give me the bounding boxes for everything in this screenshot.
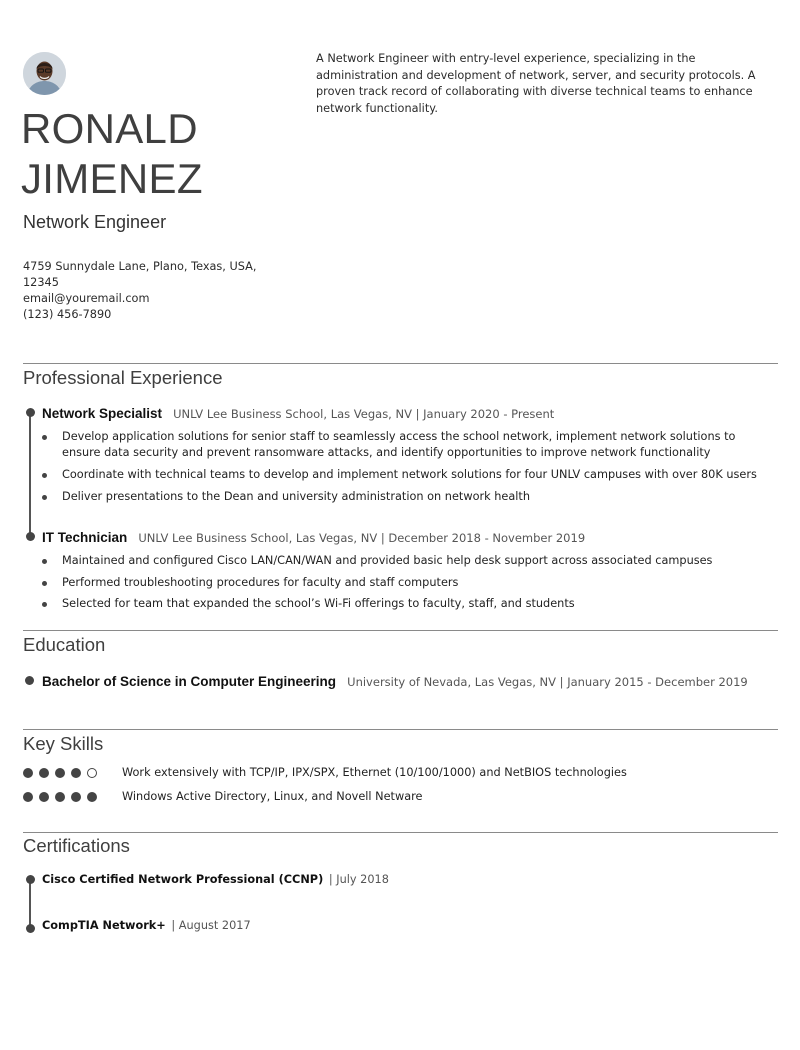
education-entry-header	[42, 671, 748, 690]
section-title-skills: Key Skills	[23, 733, 104, 754]
timeline-dot	[26, 875, 35, 884]
person-avatar-icon	[23, 52, 66, 95]
section-title-certifications: Certifications	[23, 835, 130, 856]
experience-entry-1-header	[42, 403, 554, 422]
list-item: Selected for team that expanded the school’s Wi-Fi offerings to faculty, staff, and students	[62, 596, 762, 612]
section-title-experience: Professional Experience	[23, 367, 223, 388]
section-divider	[23, 729, 778, 730]
certification-date: | July 2018	[328, 873, 389, 886]
section-divider	[23, 630, 778, 631]
list-item: Deliver presentations to the Dean and university administration on network health	[62, 489, 762, 505]
experience-1-bullets	[62, 429, 762, 504]
contact-info	[23, 259, 263, 323]
skill-dot-filled	[55, 792, 65, 802]
experience-meta: UNLV Lee Business School, Las Vegas, NV | January 2020 - Present	[173, 407, 555, 421]
certification-item	[42, 873, 389, 886]
candidate-name: RONALD JIMENEZ	[21, 105, 203, 202]
contact-email[interactable]: email@youremail.com	[23, 292, 150, 305]
skill-dot-filled	[71, 768, 81, 778]
education-degree: Bachelor of Science in Computer Engineering	[42, 674, 337, 689]
skill-dot-filled	[39, 792, 49, 802]
skill-text: Work extensively with TCP/IP, IPX/SPX, Ethernet (10/100/1000) and NetBIOS technologies	[122, 766, 627, 779]
list-item: Develop application solutions for senior staff to seamlessly access the school network, implement network solutions to ensure data security and prevent ransomware attacks, and identify opportunities to improve network functionality	[62, 429, 762, 460]
experience-role: Network Specialist	[42, 406, 163, 421]
certification-date: | August 2017	[171, 919, 251, 932]
section-title-education: Education	[23, 634, 106, 655]
timeline-dot	[26, 408, 35, 417]
section-divider	[23, 832, 778, 833]
experience-meta: UNLV Lee Business School, Las Vegas, NV | December 2018 - November 2019	[138, 531, 586, 545]
experience-role: IT Technician	[42, 530, 128, 545]
avatar	[23, 52, 66, 95]
skill-dot-filled	[71, 792, 81, 802]
skill-dot-filled	[39, 768, 49, 778]
timeline-dot	[26, 532, 35, 541]
skill-text: Windows Active Directory, Linux, and Novell Netware	[122, 790, 423, 803]
list-item: Performed troubleshooting procedures for faculty and staff computers	[62, 575, 762, 591]
skill-dot-filled	[23, 768, 33, 778]
summary-paragraph: A Network Engineer with entry-level experience, specializing in the administration and development of network, server, and security protocols. A proven track record of collaborating with diverse technical teams to enhance network functionality.	[316, 52, 756, 115]
contact-address: 4759 Sunnydale Lane, Plano, Texas, USA, 12345	[23, 260, 257, 289]
certification-name: Cisco Certified Network Professional (CCNP)	[42, 873, 324, 886]
certification-item	[42, 919, 251, 932]
job-title: Network Engineer	[23, 212, 167, 232]
education-meta: University of Nevada, Las Vegas, NV | January 2015 - December 2019	[347, 675, 748, 689]
section-divider	[23, 363, 778, 364]
experience-entry-2-header	[42, 527, 585, 546]
timeline-dot	[26, 924, 35, 933]
skill-dot-filled	[23, 792, 33, 802]
certification-name: CompTIA Network+	[42, 919, 166, 932]
contact-phone: (123) 456-7890	[23, 308, 112, 321]
list-item: Coordinate with technical teams to develop and implement network solutions for four UNLV campuses with over 80K users	[62, 467, 762, 483]
skill-dot-empty	[87, 768, 97, 778]
skill-dot-filled	[87, 792, 97, 802]
experience-2-bullets	[62, 553, 762, 612]
experience-timeline	[29, 412, 31, 536]
certifications-timeline	[29, 879, 31, 929]
skill-dot-filled	[55, 768, 65, 778]
timeline-dot	[25, 676, 34, 685]
list-item: Maintained and configured Cisco LAN/CAN/WAN and provided basic help desk support across associated campuses	[62, 553, 762, 569]
